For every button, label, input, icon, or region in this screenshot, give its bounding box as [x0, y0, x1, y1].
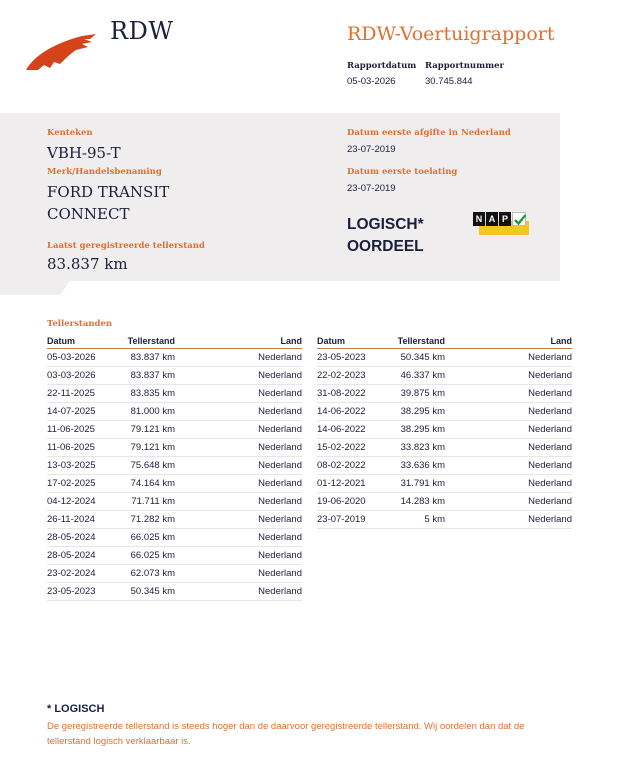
cell-tellerstand: 83.837 km: [130, 370, 175, 381]
oordeel-verdict: [347, 214, 424, 258]
cell-datum: 11-06-2025: [47, 442, 95, 453]
cell-datum: 13-03-2025: [47, 460, 96, 471]
merk-label: Merk/Handelsbenaming: [47, 167, 162, 177]
report-title: RDW-Voertuigrapport: [347, 23, 555, 45]
cell-land: Nederland: [258, 496, 302, 507]
tellerstanden-table-left: [47, 336, 302, 601]
col-datum: Datum: [317, 336, 346, 346]
cell-tellerstand: 50.345 km: [400, 352, 445, 363]
cell-tellerstand: 50.345 km: [130, 586, 175, 597]
merk-value-line1: FORD TRANSIT: [47, 183, 170, 201]
toelating-label: Datum eerste toelating: [347, 167, 458, 177]
cell-land: Nederland: [528, 496, 572, 507]
report-date-label: Rapportdatum: [347, 61, 417, 71]
cell-datum: 28-05-2024: [47, 550, 96, 561]
cell-tellerstand: 75.648 km: [130, 460, 175, 471]
cell-land: Nederland: [258, 442, 302, 453]
cell-land: Nederland: [528, 352, 572, 363]
table-row: [47, 475, 302, 493]
table-row: [47, 547, 302, 565]
afgifte-value: 23-07-2019: [347, 144, 396, 155]
cell-datum: 17-02-2025: [47, 478, 96, 489]
report-date: [347, 61, 416, 87]
oordeel-line2: OORDEEL: [347, 238, 424, 255]
cell-datum: 19-06-2020: [317, 496, 366, 507]
cell-tellerstand: 79.121 km: [130, 442, 175, 453]
table-row: [317, 457, 572, 475]
cell-datum: 22-11-2025: [47, 388, 95, 399]
cell-tellerstand: 33.636 km: [400, 460, 445, 471]
cell-datum: 28-05-2024: [47, 532, 96, 543]
cell-tellerstand: 46.337 km: [400, 370, 445, 381]
table-row: [47, 583, 302, 601]
cell-land: Nederland: [528, 388, 572, 399]
cell-datum: 11-06-2025: [47, 424, 95, 435]
cell-land: Nederland: [258, 406, 302, 417]
cell-datum: 03-03-2026: [47, 370, 96, 381]
cell-land: Nederland: [528, 442, 572, 453]
cell-land: Nederland: [528, 406, 572, 417]
cell-tellerstand: 81.000 km: [130, 406, 175, 417]
cell-datum: 14-06-2022: [317, 406, 366, 417]
checkmark-icon: [512, 212, 526, 226]
tellerstand-label: Laatst geregistreerde tellerstand: [47, 241, 205, 251]
col-datum: Datum: [47, 336, 76, 346]
report-number: [425, 61, 504, 87]
table-row: [47, 565, 302, 583]
report-number-value: 30.745.844: [425, 76, 473, 87]
cell-land: Nederland: [258, 568, 302, 579]
table-row: [47, 349, 302, 367]
kenteken-value: VBH-95-T: [47, 144, 121, 162]
cell-tellerstand: 71.282 km: [130, 514, 175, 525]
table-row: [47, 439, 302, 457]
cell-datum: 04-12-2024: [47, 496, 96, 507]
cell-tellerstand: 66.025 km: [130, 550, 175, 561]
kenteken-label: Kenteken: [47, 128, 93, 138]
cell-land: Nederland: [258, 388, 302, 399]
cell-land: Nederland: [528, 478, 572, 489]
table-row: [47, 457, 302, 475]
oordeel-line1: LOGISCH*: [347, 216, 424, 233]
table-row: [47, 511, 302, 529]
cell-datum: 23-02-2024: [47, 568, 96, 579]
cell-tellerstand: 31.791 km: [400, 478, 445, 489]
table-row: [47, 421, 302, 439]
cell-tellerstand: 79.121 km: [130, 424, 175, 435]
table-row: [317, 421, 572, 439]
afgifte-label: Datum eerste afgifte in Nederland: [347, 128, 511, 138]
cell-datum: 14-06-2022: [317, 424, 366, 435]
tellerstanden-table-right: [317, 336, 572, 529]
col-tellerstand: Tellerstand: [127, 336, 175, 346]
cell-land: Nederland: [258, 532, 302, 543]
nap-letter-a: A: [486, 212, 498, 226]
nap-logo-icon: [473, 212, 529, 236]
table-row: [317, 511, 572, 529]
nap-letter-n: N: [473, 212, 485, 226]
table-row: [317, 493, 572, 511]
toelating-value: 23-07-2019: [347, 183, 396, 194]
table-row: [47, 385, 302, 403]
cell-datum: 22-02-2023: [317, 370, 366, 381]
merk-value-line2: CONNECT: [47, 205, 130, 223]
cell-datum: 26-11-2024: [47, 514, 95, 525]
table-row: [317, 403, 572, 421]
cell-tellerstand: 71.711 km: [131, 496, 175, 507]
cell-land: Nederland: [258, 550, 302, 561]
cell-datum: 23-05-2023: [47, 586, 96, 597]
cell-tellerstand: 38.295 km: [400, 406, 445, 417]
nap-letter-p: P: [499, 212, 511, 226]
cell-datum: 23-07-2019: [317, 514, 366, 525]
report-date-value: 05-03-2026: [347, 76, 396, 87]
rdw-feather-logo-icon: [24, 30, 100, 72]
cell-tellerstand: 14.283 km: [400, 496, 445, 507]
cell-land: Nederland: [258, 478, 302, 489]
cell-land: Nederland: [528, 370, 572, 381]
table-row: [47, 367, 302, 385]
cell-land: Nederland: [258, 586, 302, 597]
cell-land: Nederland: [258, 370, 302, 381]
cell-land: Nederland: [528, 424, 572, 435]
table-row: [47, 529, 302, 547]
cell-datum: 14-07-2025: [47, 406, 96, 417]
tellerstand-value: 83.837 km: [47, 255, 128, 273]
cell-land: Nederland: [258, 352, 302, 363]
cell-tellerstand: 39.875 km: [400, 388, 445, 399]
table-row: [317, 367, 572, 385]
cell-tellerstand: 83.837 km: [130, 352, 175, 363]
cell-land: Nederland: [258, 460, 302, 471]
cell-tellerstand: 33.823 km: [400, 442, 445, 453]
cell-datum: 23-05-2023: [317, 352, 366, 363]
brand-name: RDW: [110, 17, 174, 45]
cell-land: Nederland: [258, 514, 302, 525]
cell-datum: 08-02-2022: [317, 460, 366, 471]
cell-tellerstand: 74.164 km: [130, 478, 175, 489]
footnote-title: * LOGISCH: [47, 703, 105, 715]
table-header: [47, 336, 302, 349]
table-row: [317, 439, 572, 457]
cell-land: Nederland: [258, 424, 302, 435]
table-row: [317, 349, 572, 367]
cell-tellerstand: 83.835 km: [130, 388, 175, 399]
cell-datum: 31-08-2022: [317, 388, 366, 399]
col-land: Land: [280, 336, 302, 346]
col-tellerstand: Tellerstand: [397, 336, 445, 346]
cell-tellerstand: 66.025 km: [130, 532, 175, 543]
cell-datum: 05-03-2026: [47, 352, 96, 363]
table-row: [317, 475, 572, 493]
tellerstanden-title: Tellerstanden: [47, 319, 113, 329]
cell-tellerstand: 5 km: [424, 514, 445, 525]
cell-tellerstand: 62.073 km: [130, 568, 175, 579]
col-land: Land: [550, 336, 572, 346]
cell-datum: 15-02-2022: [317, 442, 366, 453]
cell-datum: 01-12-2021: [317, 478, 366, 489]
table-header: [317, 336, 572, 349]
cell-land: Nederland: [528, 514, 572, 525]
cell-land: Nederland: [528, 460, 572, 471]
footnote-text: De geregistreerde tellerstand is steeds hoger dan de daarvoor geregistreerde tellerstand. Wij oordelen dan dat de tellerstand logisch verklaarbaar is.: [47, 721, 525, 747]
cell-tellerstand: 38.295 km: [400, 424, 445, 435]
table-row: [317, 385, 572, 403]
table-row: [47, 493, 302, 511]
table-row: [47, 403, 302, 421]
report-number-label: Rapportnummer: [425, 61, 504, 71]
